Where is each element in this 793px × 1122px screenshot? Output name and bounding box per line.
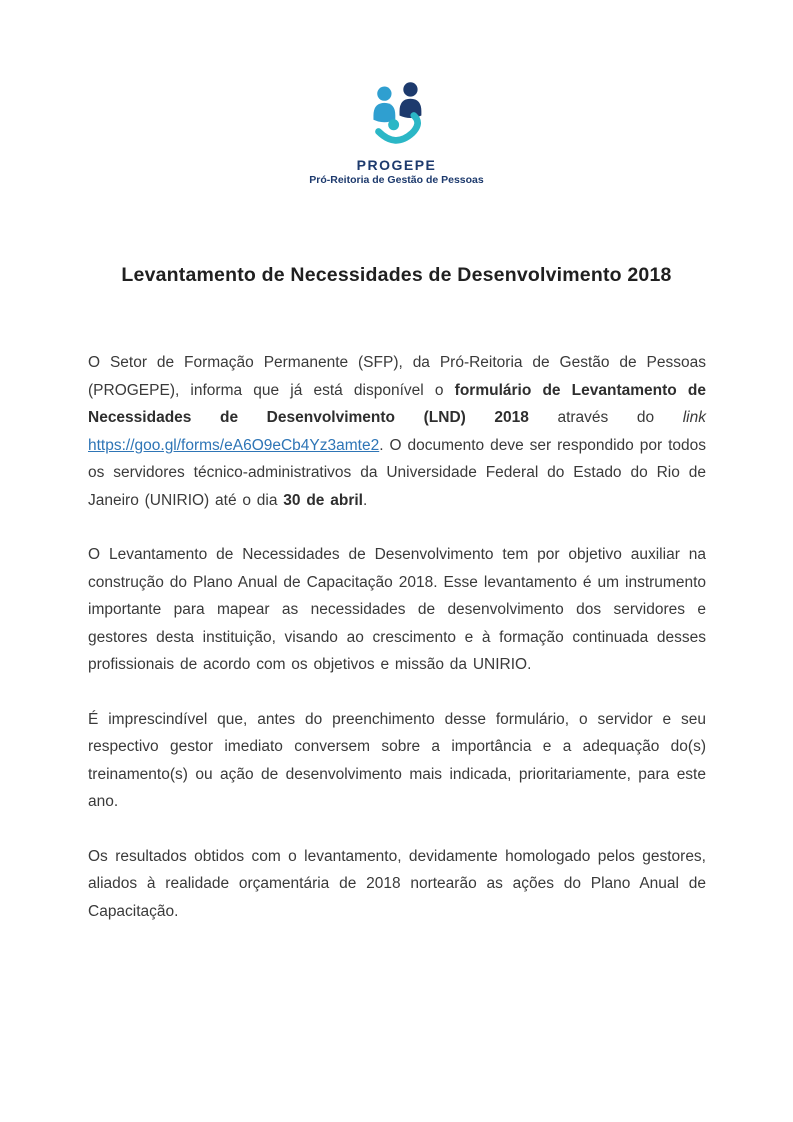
italic-segment-link-word: link: [682, 409, 706, 426]
progepe-logo-subtitle: Pró-Reitoria de Gestão de Pessoas: [309, 174, 484, 186]
document-title: Levantamento de Necessidades de Desenvolvimento 2018: [121, 264, 672, 286]
progepe-logo: [0, 0, 793, 186]
text-segment: .: [362, 491, 368, 509]
text-segment: O Setor de Formação Permanente (SFP), da Pró-Reitoria de Gestão de Pessoas (PROGEPE), informa que já está disponível o: [88, 354, 706, 399]
text-segment: através do: [528, 409, 683, 426]
bold-segment-form-name: formulário de Levantamento de Necessidades de Desenvolvimento (LND) 2018: [88, 381, 706, 426]
paragraph-objective: O Levantamento de Necessidades de Desenvolvimento tem por objetivo auxiliar na construção do Plano Anual de Capacitação 2018. Esse levantamento é um instrumento importante para mapear as necessidades de desenvolvimento dos servidores e gestores desta instituição, visando ao crescimento e à formação continuada desses profissionais de acordo com os objetivos e missão da UNIRIO.: [88, 546, 706, 673]
people-group-icon: [354, 76, 440, 150]
paragraph-intro: [88, 349, 706, 514]
paragraph-recommendation: É imprescindível que, antes do preenchimento desse formulário, o servidor e seu respectivo gestor imediato conversem sobre a importância e a adequação do(s) treinamento(s) ou ação de desenvolvimento mais indicada, prioritariamente, para este ano.: [88, 710, 706, 810]
text-segment: . O documento deve ser respondido por todos os servidores técnico-administrativos da Universidade Federal do Estado do Rio de Janeiro (UNIRIO) até o dia: [88, 436, 706, 509]
progepe-logo-name: PROGEPE: [356, 157, 437, 173]
bold-segment-deadline: 30 de abril: [283, 491, 363, 509]
form-link[interactable]: https://goo.gl/forms/eA6O9eCb4Yz3amte2: [88, 436, 380, 454]
paragraph-results: Os resultados obtidos com o levantamento, devidamente homologado pelos gestores, aliados à realidade orçamentária de 2018 nortearão as ações do Plano Anual de Capacitação.: [88, 847, 706, 920]
document-body: [88, 349, 706, 925]
